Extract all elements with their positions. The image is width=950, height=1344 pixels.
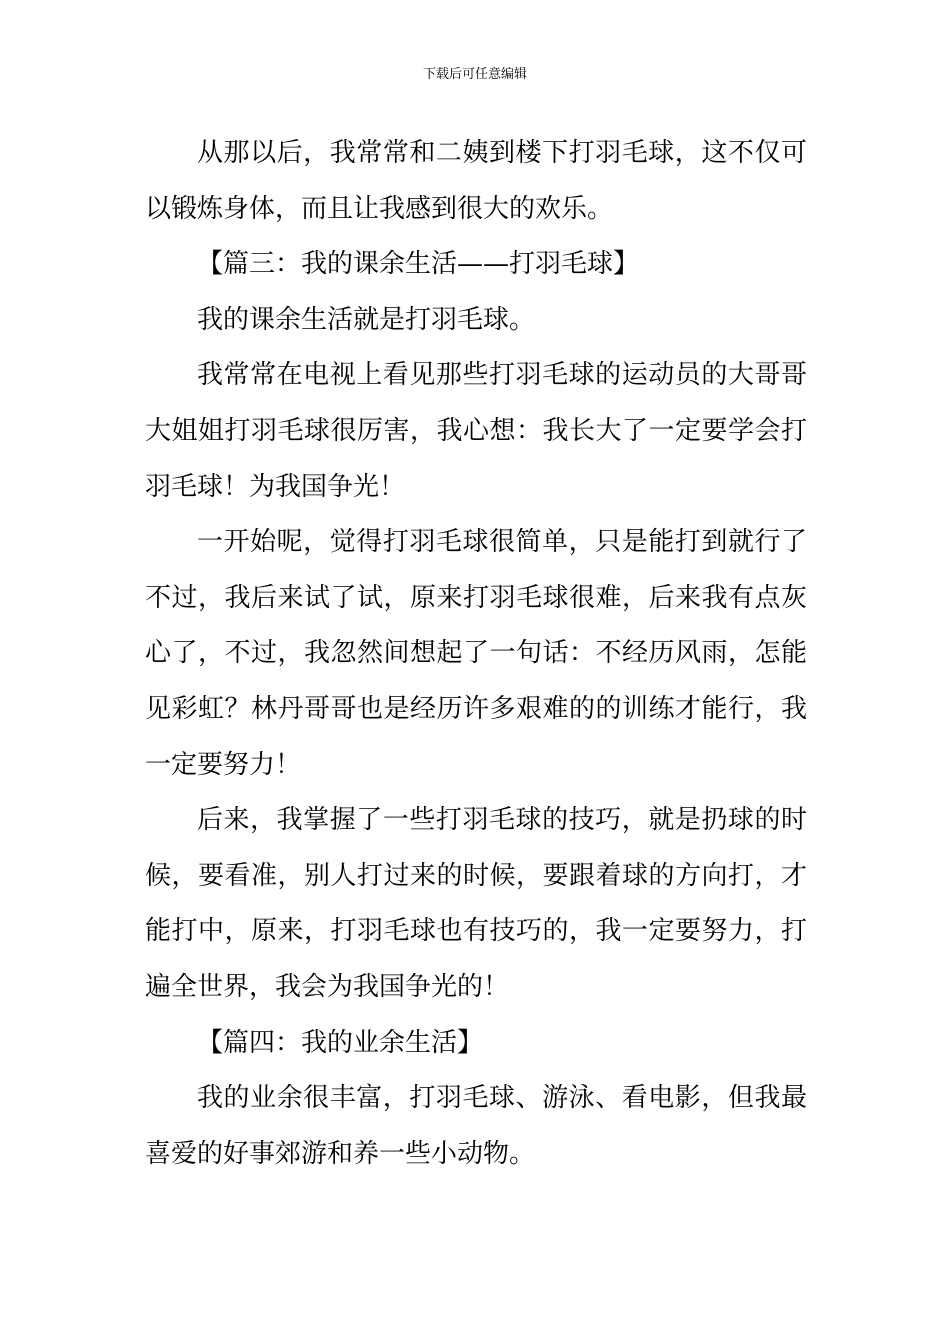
paragraph: 一开始呢，觉得打羽毛球很简单，只是能打到就行了不过，我后来试了试，原来打羽毛球很难，后来我有点灰心了，不过，我忽然间想起了一句话：不经历风雨，怎能见彩虹？林丹哥哥也是经历许多艰难的的训练才能行，我一定要努力！ (145, 527, 807, 780)
paragraph: 从那以后，我常常和二姨到楼下打羽毛球，这不仅可以锻炼身体，而且让我感到很大的欢乐。 (145, 138, 807, 224)
paragraph: 我常常在电视上看见那些打羽毛球的运动员的大哥哥大姐姐打羽毛球很厉害，我心想：我长大了一定要学会打羽毛球！为我国争光！ (145, 360, 807, 502)
document-body (145, 126, 807, 1182)
paragraph: 我的业余很丰富，打羽毛球、游泳、看电影，但我最喜爱的好事郊游和养一些小动物。 (145, 1083, 807, 1169)
section-heading: 【篇四：我的业余生活】 (197, 1027, 484, 1058)
paragraph: 我的课余生活就是打羽毛球。 (197, 304, 536, 335)
page-header: 下载后可任意编辑 (422, 67, 527, 82)
section-heading: 【篇三：我的课余生活——打羽毛球】 (197, 249, 640, 280)
paragraph: 后来，我掌握了一些打羽毛球的技巧，就是扔球的时候，要看准，别人打过来的时候，要跟着球的方向打，才能打中，原来，打羽毛球也有技巧的，我一定要努力，打遍全世界，我会为我国争光的！ (145, 805, 807, 1002)
